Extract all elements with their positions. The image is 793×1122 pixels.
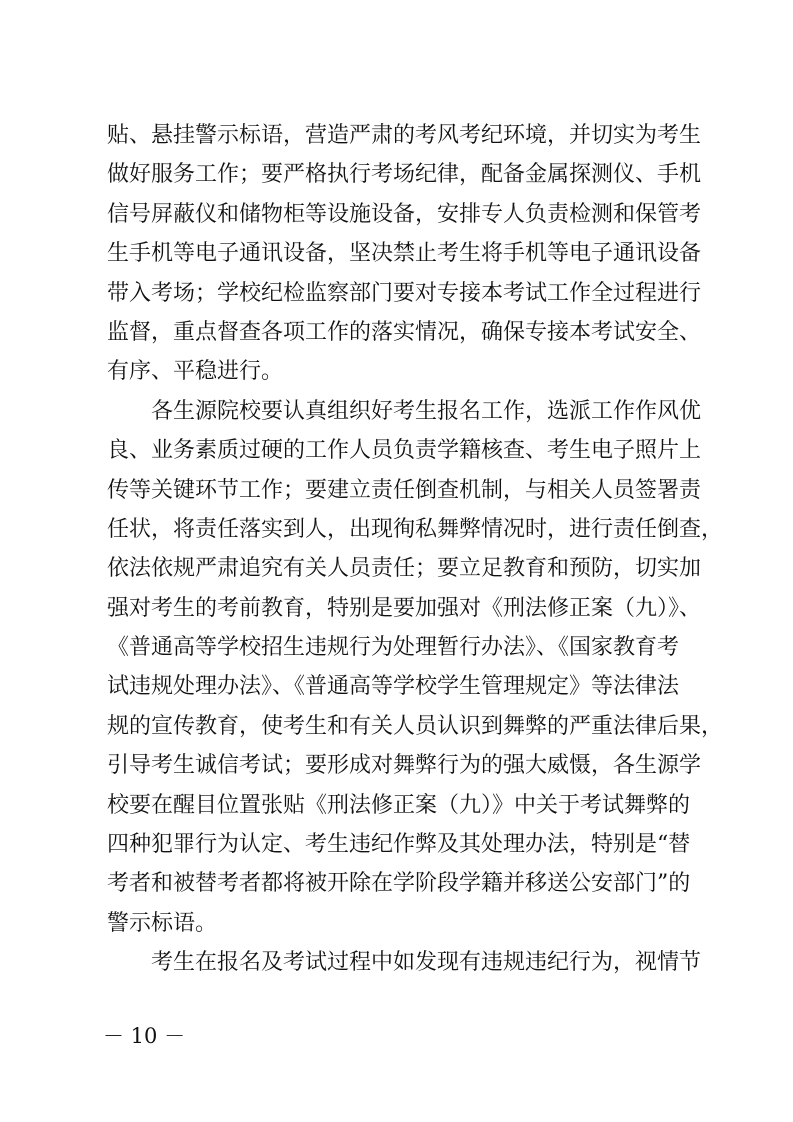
- page-number: － 10 －: [103, 1024, 186, 1048]
- text-line: 考者和被替考者都将被开除在学阶段学籍并移送公安部门”的: [107, 871, 691, 897]
- text-line: 信号屏蔽仪和储物柜等设施设备，安排专人负责检测和保管考: [107, 201, 702, 227]
- text-line: 带入考场；学校纪检监察部门要对专接本考试工作全过程进行: [107, 280, 702, 306]
- text-line: 监督，重点督查各项工作的落实情况，确保专接本考试安全、: [107, 319, 702, 345]
- text-line: 警示标语。: [107, 910, 218, 936]
- text-line: 贴、悬挂警示标语，营造严肃的考风考纪环境，并切实为考生: [107, 123, 702, 148]
- text-line: 校要在醒目位置张贴《刑法修正案（九）》中关于考试舞弊的: [107, 792, 691, 818]
- text-line: 考生在报名及考试过程中如发现有违规违纪行为，视情节: [107, 950, 702, 976]
- text-line: 《普通高等学校招生违规行为处理暂行办法》、《国家教育考: [107, 635, 680, 661]
- body-text: [107, 116, 724, 983]
- text-line: 四种犯罪行为认定、考生违纪作弊及其处理办法，特别是“替: [107, 832, 691, 858]
- text-line: 生手机等电子通讯设备，坚决禁止考生将手机等电子通讯设备: [107, 241, 702, 267]
- text-line: 良、业务素质过硬的工作人员负责学籍核查、考生电子照片上: [107, 438, 702, 464]
- text-line: 各生源院校要认真组织好考生报名工作，选派工作作风优: [107, 398, 702, 424]
- text-line: 传等关键环节工作；要建立责任倒查机制，与相关人员签署责: [107, 477, 702, 503]
- text-line: 引导考生诚信考试；要形成对舞弊行为的强大威慑，各生源学: [107, 753, 702, 779]
- text-line: 依法依规严肃追究有关人员责任；要立足教育和预防，切实加: [107, 556, 702, 582]
- text-line: 规的宣传教育，使考生和有关人员认识到舞弊的严重法律后果，: [107, 713, 724, 739]
- text-line: 强对考生的考前教育，特别是要加强对《刑法修正案（九）》、: [107, 595, 702, 621]
- text-line: 试违规处理办法》、《普通高等学校学生管理规定》等法律法: [107, 674, 680, 700]
- text-line: 有序、平稳进行。: [107, 359, 284, 385]
- text-line: 做好服务工作；要严格执行考场纪律，配备金属探测仪、手机: [107, 162, 702, 188]
- text-line: 任状，将责任落实到人，出现徇私舞弊情况时，进行责任倒查，: [107, 516, 724, 542]
